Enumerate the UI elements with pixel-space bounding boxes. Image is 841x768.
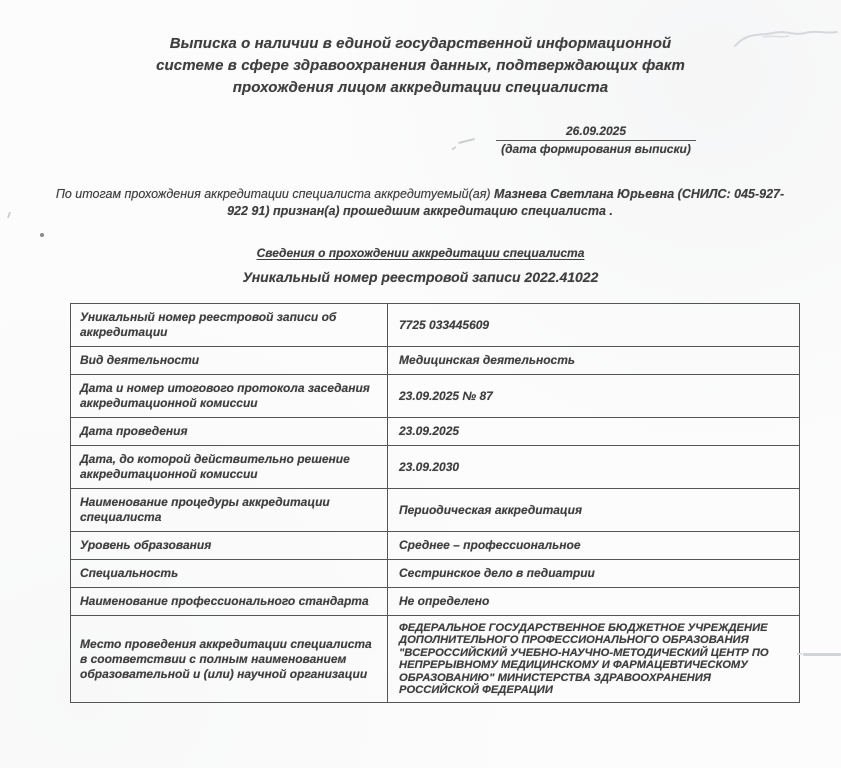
row-label: Место проведения аккредитации специалиста в соответствии с полным наименованием образовательной и (или) научной организации xyxy=(71,616,388,703)
row-label: Дата и номер итогового протокола заседания аккредитационной комиссии xyxy=(71,375,388,418)
row-label: Уникальный номер реестровой записи об аккредитации xyxy=(71,304,388,347)
table-row xyxy=(71,560,800,588)
scan-edge-artifact xyxy=(803,653,841,656)
document-title-line1: Выписка о наличии в единой государственной информационной xyxy=(169,35,672,52)
table-row xyxy=(71,375,800,418)
table-row xyxy=(71,616,800,703)
row-value: 23.09.2030 xyxy=(388,446,800,489)
intro-emphasis: Мазнева Светлана Юрьевна (СНИЛС: 045-927-922 91) признан(а) прошедшим аккредитацию специалиста . xyxy=(227,187,785,218)
record-number-heading: Уникальный номер реестровой записи 2022.41022 xyxy=(242,269,599,285)
row-label: Специальность xyxy=(71,560,388,588)
section-heading: Сведения о прохождении аккредитации специалиста xyxy=(256,246,585,260)
row-value: Среднее – профессиональное xyxy=(388,532,800,560)
document-title xyxy=(101,0,741,99)
row-value: Не определено xyxy=(388,588,800,616)
ink-dot-artifact xyxy=(40,233,44,237)
table-row xyxy=(71,304,800,347)
row-label: Наименование профессионального стандарта xyxy=(71,588,388,616)
row-value: Периодическая аккредитация xyxy=(388,489,800,532)
pen-scribble-icon xyxy=(733,20,839,54)
accreditation-table-body xyxy=(71,304,800,703)
row-value: 7725 033445609 xyxy=(388,304,800,347)
row-value: 23.09.2025 xyxy=(388,418,800,446)
formation-date-caption: (дата формирования выписки) xyxy=(501,142,691,156)
formation-date: 26.09.2025 xyxy=(496,124,696,141)
row-value: ФЕДЕРАЛЬНОЕ ГОСУДАРСТВЕННОЕ БЮДЖЕТНОЕ УЧРЕЖДЕНИЕ ДОПОЛНИТЕЛЬНОГО ПРОФЕССИОНАЛЬНОГО ОБРАЗОВАНИЯ "ВСЕРОССИЙСКИЙ УЧЕБНО-НАУЧНО-МЕТОДИЧЕСКИЙ ЦЕНТР ПО НЕПРЕРЫВНОМУ МЕДИЦИНСКОМУ И ФАРМАЦЕВТИЧЕСКОМУ ОБРАЗОВАНИЮ" МИНИСТЕРСТВА ЗДРАВООХРАНЕНИЯ РОССИЙСКОЙ ФЕДЕРАЦИИ xyxy=(388,616,800,703)
row-label: Дата, до которой действительно решение аккредитационной комиссии xyxy=(71,446,388,489)
row-value: 23.09.2025 № 87 xyxy=(388,375,800,418)
table-row xyxy=(71,418,800,446)
row-label: Наименование процедуры аккредитации специалиста xyxy=(71,489,388,532)
formation-date-block xyxy=(496,124,696,156)
row-label: Уровень образования xyxy=(71,532,388,560)
intro-paragraph xyxy=(50,186,790,219)
row-value: Медицинская деятельность xyxy=(388,347,800,375)
margin-pen-tick-icon xyxy=(7,212,11,218)
row-label: Дата проведения xyxy=(71,418,388,446)
document-title-line3: прохождения лицом аккредитации специалиста xyxy=(232,79,609,96)
table-row xyxy=(71,446,800,489)
row-label: Вид деятельности xyxy=(71,347,388,375)
row-value: Сестринское дело в педиатрии xyxy=(388,560,800,588)
table-row xyxy=(71,532,800,560)
accreditation-table xyxy=(70,303,800,703)
document-title-line2: системе в сфере здравоохранения данных, подтверждающих факт xyxy=(156,57,685,74)
table-row xyxy=(71,588,800,616)
intro-prefix: По итогам прохождения аккредитации специалиста аккредитуемый(ая) xyxy=(55,187,495,201)
pen-mark-icon xyxy=(458,138,475,144)
table-row xyxy=(71,489,800,532)
table-row xyxy=(71,347,800,375)
